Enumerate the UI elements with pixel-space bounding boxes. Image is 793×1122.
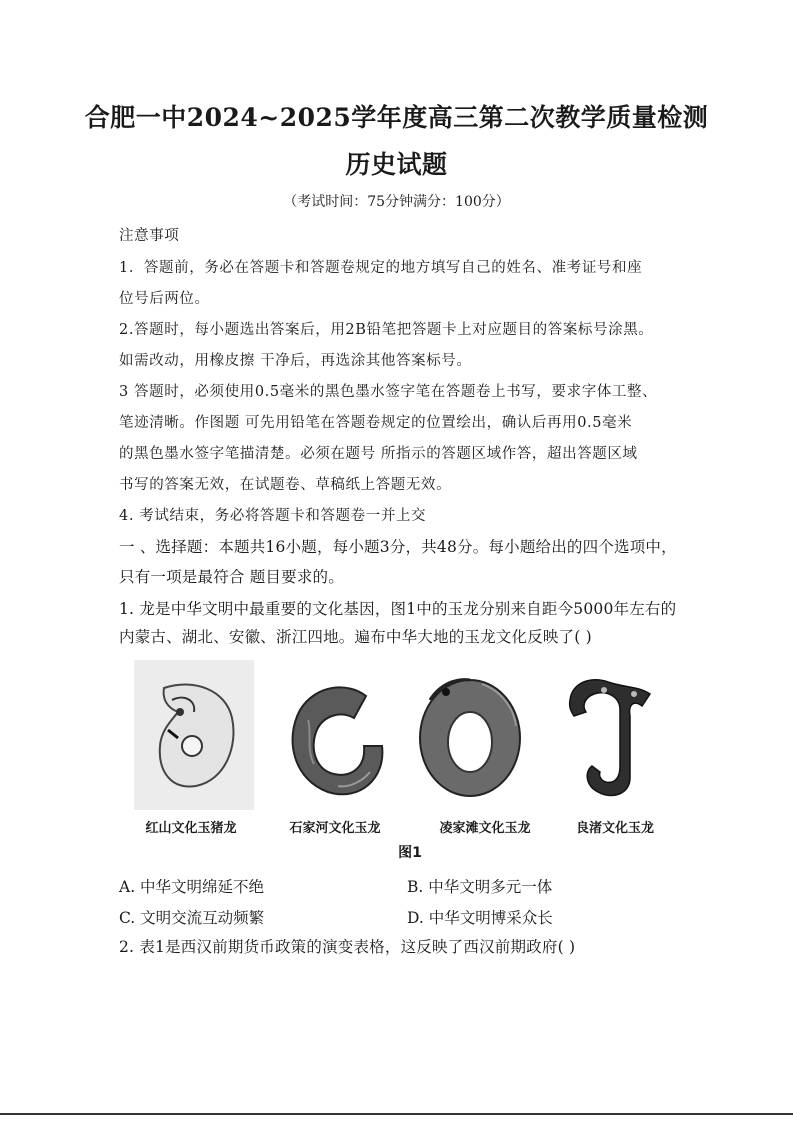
notice-heading: 注意事项 bbox=[119, 228, 180, 244]
lingjiatan-jade-image bbox=[412, 660, 532, 810]
figure-caption: 凌家滩文化玉龙 bbox=[439, 821, 531, 836]
liangzhu-jade-image bbox=[546, 660, 666, 810]
figure-label: 图1 bbox=[398, 845, 422, 861]
option-b[interactable]: B. 中华文明多元一体 bbox=[407, 878, 553, 896]
section-heading: 一 、选择题：本题共16小题，每小题3分，共48分。每小题给出的四个选项中， bbox=[119, 538, 677, 556]
notice-line: 4. 考试结束，务必将答题卡和答题卷一并上交 bbox=[119, 508, 427, 524]
option-c[interactable]: C. 文明交流互动频繁 bbox=[119, 909, 265, 927]
hongshan-jade-image bbox=[134, 660, 254, 810]
section-heading-cont: 只有一项是最符合 题目要求的。 bbox=[119, 568, 344, 586]
notice-line: 书写的答案无效，在试题卷、草稿纸上答题无效。 bbox=[119, 477, 452, 493]
page-bottom-rule bbox=[0, 1113, 793, 1115]
notice-line: 2.答题时，每小题选出答案后，用2B铅笔把答题卡上对应题目的答案标号涂黑。 bbox=[119, 322, 654, 338]
notice-line: 的黑色墨水签字笔描清楚。必须在题号 所指示的答题区域作答，超出答题区域 bbox=[119, 446, 638, 462]
exam-title: 合肥一中2024~2025学年度高三第二次教学质量检测 bbox=[84, 103, 709, 132]
notice-line: 如需改动，用橡皮擦 干净后，再选涂其他答案标号。 bbox=[119, 353, 472, 369]
figure-caption: 红山文化玉猪龙 bbox=[145, 821, 237, 836]
shijiahe-jade-image bbox=[278, 660, 398, 810]
option-a[interactable]: A. 中华文明绵延不绝 bbox=[119, 878, 265, 896]
exam-info: （考试时间：75分钟满分：100分） bbox=[283, 194, 510, 210]
notice-line: 1．答题前，务必在答题卡和答题卷规定的地方填写自己的姓名、准考证号和座 bbox=[119, 260, 643, 276]
option-d[interactable]: D. 中华文明博采众长 bbox=[407, 909, 553, 927]
subject-title: 历史试题 bbox=[345, 150, 448, 179]
question-2-stem: 2. 表1是西汉前期货币政策的演变表格，这反映了西汉前期政府( ) bbox=[119, 938, 576, 956]
question-1-stem: 1. 龙是中华文明中最重要的文化基因，图1中的玉龙分别来自距今5000年左右的 bbox=[119, 600, 677, 618]
notice-line: 位号后两位。 bbox=[119, 291, 210, 307]
jade-dragon-figure bbox=[0, 660, 793, 860]
notice-line: 笔迹清晰。作图题 可先用铅笔在答题卷规定的位置绘出，确认后再用0.5毫米 bbox=[119, 415, 633, 431]
question-1-stem-cont: 内蒙古、湖北、安徽、浙江四地。遍布中华大地的玉龙文化反映了( ) bbox=[119, 628, 592, 646]
figure-caption: 良渚文化玉龙 bbox=[575, 821, 654, 836]
notice-line: 3 答题时，必须使用0.5毫米的黑色墨水签字笔在答题卷上书写，要求字体工整、 bbox=[119, 384, 658, 400]
figure-caption: 石家河文化玉龙 bbox=[289, 821, 381, 836]
